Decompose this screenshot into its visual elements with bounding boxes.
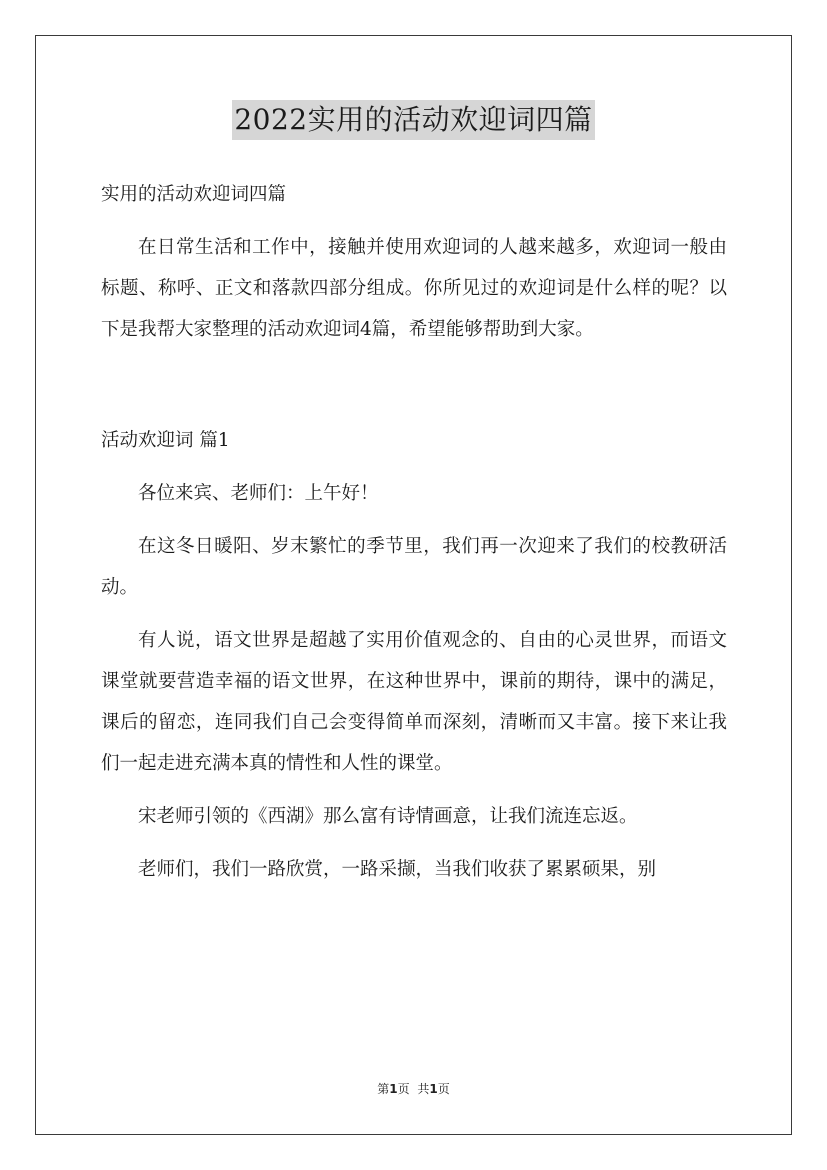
body-paragraph: 老师们，我们一路欣赏，一路采撷，当我们收获了累累硕果，别: [138, 859, 657, 880]
body-paragraph: 有人说，语文世界是超越了实用价值观念的、自由的心灵世界，而语文课堂就要营造幸福的语文世界，在这种世界中，课前的期待，课中的满足，课后的留恋，连同我们自己会变得简单而深刻，清晰而又丰富。接下来让我们一起走进充满本真的情性和人性的课堂。: [101, 630, 727, 774]
intro-paragraph: 在日常生活和工作中，接触并使用欢迎词的人越来越多，欢迎词一般由标题、称呼、正文和落款四部分组成。你所见过的欢迎词是什么样的呢？以下是我帮大家整理的活动欢迎词4篇，希望能够帮助到大家。: [101, 237, 727, 340]
page-label-suffix: 页: [397, 1082, 410, 1096]
document-title: 2022实用的活动欢迎词四篇: [232, 100, 594, 140]
total-label-prefix: 共: [417, 1082, 430, 1096]
page-number: 1: [389, 1082, 398, 1096]
document-body: [101, 174, 727, 890]
body-paragraph: 宋老师引领的《西湖》那么富有诗情画意，让我们流连忘返。: [138, 806, 638, 827]
document-subtitle: 实用的活动欢迎词四篇: [101, 184, 287, 205]
section-heading: 活动欢迎词 篇1: [101, 430, 230, 451]
body-paragraph: 各位来宾、老师们：上午好！: [138, 483, 379, 504]
page-footer: [0, 1081, 827, 1097]
title-container: [0, 100, 827, 140]
page-label-prefix: 第: [377, 1082, 390, 1096]
total-pages: 1: [429, 1082, 438, 1096]
body-paragraph: 在这冬日暖阳、岁末繁忙的季节里，我们再一次迎来了我们的校教研活动。: [101, 536, 727, 598]
total-label-suffix: 页: [437, 1082, 450, 1096]
